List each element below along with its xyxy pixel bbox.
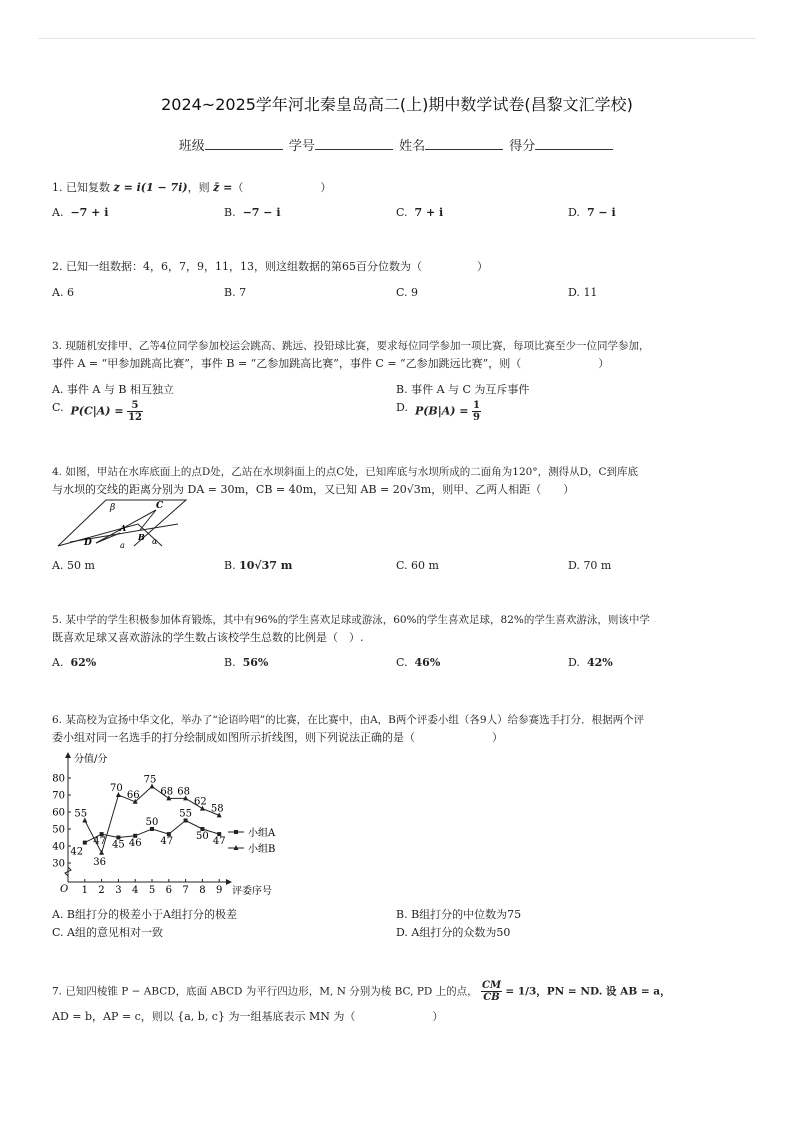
q3-option-b[interactable]: B. 事件 A 与 C 为互斥事件 <box>396 383 530 396</box>
question-2: 2. 已知一组数据：4，6，7，9，11，13，则这组数据的第65百分位数为（ ） <box>52 260 488 273</box>
option-value: 60 m <box>411 559 439 572</box>
legend-marker-a <box>234 830 238 834</box>
data-label: 50 <box>196 831 209 842</box>
q4-option-d[interactable] <box>568 558 611 574</box>
q2-option-a[interactable] <box>52 285 74 301</box>
option-label: A. <box>52 656 64 669</box>
info-label-class: 班级 <box>178 139 205 154</box>
numerator: 1 <box>473 400 480 411</box>
y-axis-arrow <box>65 752 71 758</box>
option-expr: P(C|A) = <box>70 404 124 418</box>
q1-text-c: （ ） <box>232 181 332 194</box>
q5-option-c[interactable] <box>396 655 440 671</box>
info-label-id: 学号 <box>288 139 315 154</box>
x-axis-label: 评委序号 <box>232 886 272 897</box>
legend-label: 小组B <box>248 844 276 855</box>
option-value: 56% <box>242 656 269 669</box>
question-7-line-1 <box>52 980 742 1003</box>
option-value: 50 m <box>66 559 95 572</box>
option-label: D. <box>568 559 580 572</box>
q1-text-a: 1. 已知复数 <box>52 181 114 194</box>
name-blank[interactable] <box>425 137 503 150</box>
option-label: D. <box>568 656 580 669</box>
student-info-line <box>0 135 794 154</box>
option-label: B. <box>224 559 236 572</box>
q1-text-b: ，则 <box>187 181 214 194</box>
label-b: B <box>138 532 145 542</box>
segment-cb <box>140 510 156 530</box>
label-beta: β <box>110 503 116 513</box>
q6-option-c[interactable]: C. A组的意见相对一致 <box>52 926 163 939</box>
q3-option-a[interactable]: A. 事件 A 与 B 相互独立 <box>52 383 174 396</box>
q2-option-d[interactable] <box>568 285 597 301</box>
x-tick-label: 8 <box>199 885 206 896</box>
option-value: 42% <box>586 656 613 669</box>
label-d: D <box>84 538 92 548</box>
option-label: B. <box>224 286 236 299</box>
option-value: 6 <box>66 286 74 299</box>
data-label: 47 <box>93 836 106 848</box>
question-3-line-1: 3. 现随机安排甲、乙等4位同学参加校运会跳高、跳远、投铅球比赛，要求每位同学参加一项比赛，每项比赛至少一位同学参加， <box>52 340 650 352</box>
option-label: C. <box>396 206 408 219</box>
question-1 <box>52 178 742 198</box>
denominator: CB <box>483 992 500 1003</box>
data-label: 55 <box>179 808 192 820</box>
q4-option-b[interactable] <box>224 558 292 574</box>
info-label-score: 得分 <box>509 139 536 154</box>
fraction <box>472 400 481 423</box>
option-expr: P(B|A) = <box>414 404 469 418</box>
y-tick-label: 50 <box>52 824 65 836</box>
question-6-line-1: 6. 某高校为宣扬中华文化，举办了“论语吟唱”的比赛，在比赛中，由A，B两个评委小组（各9人）给参赛选手打分．根据两个评 <box>52 714 645 726</box>
dihedral-angle-figure <box>52 496 192 552</box>
question-4-line-1: 4. 如图，甲站在水库底面上的点D处，乙站在水坝斜面上的点C处，已知库底与水坝所成的二面角为120°，测得从D，C到库底 <box>52 466 639 478</box>
question-3-line-2: 事件 A = “甲参加跳高比赛”，事件 B = “乙参加跳高比赛”，事件 C = “乙参加跳远比赛”，则（ ） <box>52 357 610 370</box>
question-4-line-2: 与水坝的交线的距离分别为 DA = 30m，CB = 40m，又已知 AB = 20√3m，则甲、乙两人相距（ ） <box>52 483 575 496</box>
x-tick-label: 4 <box>132 885 139 896</box>
data-label: 47 <box>212 836 226 848</box>
y-tick-label: 40 <box>52 841 65 853</box>
option-value: −7 − i <box>242 206 281 219</box>
x-tick-label: 6 <box>165 885 172 896</box>
q6-option-d[interactable]: D. A组打分的众数为50 <box>396 926 511 939</box>
q6-option-a[interactable]: A. B组打分的极差小于A组打分的极差 <box>52 908 237 921</box>
option-label: D. <box>568 286 580 299</box>
q4-option-a[interactable] <box>52 558 95 574</box>
question-7-line-2: AD = b，AP = c，则以 {a, b, c} 为一组基底表示 MN 为（ ） <box>52 1010 444 1023</box>
denominator: 9 <box>473 412 480 423</box>
option-label: C. <box>396 559 408 572</box>
x-tick-label: 9 <box>216 885 223 896</box>
q5-option-d[interactable] <box>568 655 613 671</box>
data-label: 62 <box>194 796 207 808</box>
score-blank[interactable] <box>535 137 613 150</box>
data-label: 50 <box>145 817 159 828</box>
q3-option-c[interactable] <box>52 400 143 423</box>
q5-option-b[interactable] <box>224 655 268 671</box>
data-label: 45 <box>112 839 125 851</box>
data-label: 58 <box>210 803 224 815</box>
data-label: 55 <box>74 808 88 820</box>
data-label: 68 <box>177 786 190 798</box>
option-label: D. <box>396 401 408 414</box>
data-label: 70 <box>110 783 123 794</box>
x-tick-label: 7 <box>182 885 189 896</box>
label-c: C <box>156 501 164 511</box>
option-label: A. <box>52 286 64 299</box>
option-value: −7 + i <box>70 206 109 219</box>
option-label: D. <box>568 206 580 219</box>
option-label: B. <box>224 206 236 219</box>
option-label: C. <box>396 656 408 669</box>
option-value: 70 m <box>583 559 612 572</box>
q1-option-c[interactable] <box>396 205 443 221</box>
q6-option-b[interactable]: B. B组打分的中位数为75 <box>396 908 522 921</box>
origin-label: O <box>60 884 69 895</box>
class-blank[interactable] <box>205 137 283 150</box>
denominator: 12 <box>128 412 142 423</box>
y-tick-label: 70 <box>52 790 65 802</box>
y-tick-label: 30 <box>52 858 65 870</box>
data-label: 46 <box>128 837 142 849</box>
point-group-b <box>99 850 104 855</box>
q1-option-d[interactable] <box>568 205 616 221</box>
option-label: A. <box>52 206 64 219</box>
top-divider <box>38 38 756 39</box>
data-label: 68 <box>160 786 174 798</box>
score-line-chart <box>48 750 298 898</box>
q1-option-b[interactable] <box>224 205 281 221</box>
x-tick-label: 5 <box>148 885 156 896</box>
y-tick-label: 60 <box>52 807 65 819</box>
x-tick-label: 2 <box>98 885 105 896</box>
option-value: 10√37 m <box>239 559 293 572</box>
numerator: 5 <box>127 400 143 412</box>
q2-option-c[interactable] <box>396 285 418 301</box>
point-group-a <box>83 841 87 845</box>
q3-option-d[interactable] <box>396 400 481 423</box>
x-axis-arrow <box>226 879 232 885</box>
q7-text-b: = 1/3，PN = ND. 设 AB = a， <box>505 985 671 998</box>
data-label: 36 <box>93 856 106 868</box>
option-value: 7 + i <box>414 206 444 219</box>
y-axis-label: 分值/分 <box>74 754 108 765</box>
option-value: 7 − i <box>586 206 616 219</box>
q1-option-a[interactable] <box>52 205 108 221</box>
option-label: C. <box>52 401 64 414</box>
option-label: C. <box>396 286 408 299</box>
q1-expr: z = i(1 − 7i) <box>113 181 188 194</box>
data-label: 66 <box>126 789 140 801</box>
info-label-name: 姓名 <box>399 139 426 154</box>
label-a: A <box>120 523 127 533</box>
fraction <box>127 400 143 423</box>
legend-label: 小组A <box>248 828 276 839</box>
x-tick-label: 1 <box>81 885 88 896</box>
option-label: B. <box>224 656 236 669</box>
data-label: 47 <box>160 836 174 848</box>
label-alpha: α <box>152 537 158 546</box>
q7-text-a: 7. 已知四棱锥 P − ABCD，底面 ABCD 为平行四边形，M, N 分别为棱 BC, PD 上的点， <box>52 985 478 998</box>
q2-option-b[interactable] <box>224 285 246 301</box>
question-5-line-1: 5. 某中学的学生积极参加体育锻炼，其中有96%的学生喜欢足球或游泳，60%的学生喜欢足球，82%的学生喜欢游泳，则该中学 <box>52 614 650 626</box>
page-title: 2024~2025学年河北秦皇岛高二(上)期中数学试卷(昌黎文汇学校) <box>161 95 633 114</box>
option-value: 11 <box>583 286 598 299</box>
fraction-cm-cb <box>481 980 502 1003</box>
question-6-line-2: 委小组对同一名选手的打分绘制成如图所示折线图，则下列说法正确的是（ ） <box>52 731 503 744</box>
data-label: 42 <box>70 846 84 858</box>
q1-expr2: z̄ = <box>213 181 233 194</box>
x-tick-label: 3 <box>115 885 122 896</box>
option-value: 7 <box>239 286 247 299</box>
id-blank[interactable] <box>315 137 393 150</box>
question-5-line-2: 既喜欢足球又喜欢游泳的学生数占该校学生总数的比例是（ ）. <box>52 631 364 644</box>
q4-option-c[interactable] <box>396 558 439 574</box>
q5-option-a[interactable] <box>52 655 96 671</box>
numerator: CM <box>482 980 502 991</box>
option-value: 46% <box>414 656 441 669</box>
label-a-lower: a <box>120 541 125 550</box>
option-value: 9 <box>411 286 419 299</box>
data-label: 75 <box>143 774 157 786</box>
y-tick-label: 80 <box>52 773 65 785</box>
option-label: A. <box>52 559 64 572</box>
option-value: 62% <box>70 656 97 669</box>
